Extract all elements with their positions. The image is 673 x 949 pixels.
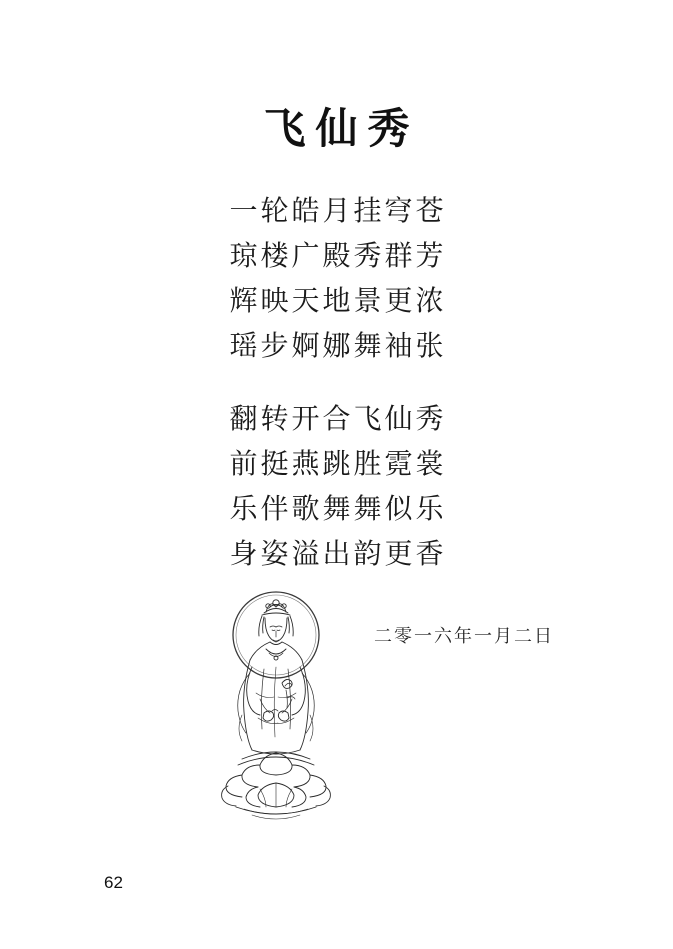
- poem-body: [0, 188, 673, 576]
- page-title: 飞仙秀: [263, 104, 420, 153]
- stanza-2: [0, 396, 673, 576]
- poem-line: 一轮皓月挂穹苍: [229, 194, 447, 227]
- poem-line: 瑶步婀娜舞袖张: [229, 329, 447, 362]
- celestial-maiden-icon: [186, 583, 366, 838]
- poem-line: 乐伴歌舞舞似乐: [229, 492, 447, 525]
- poem-line: 辉映天地景更浓: [229, 284, 447, 317]
- page-number: 62: [104, 873, 123, 892]
- celestial-maiden-illustration: [186, 583, 366, 838]
- poem-line: 翻转开合飞仙秀: [229, 402, 447, 435]
- poem-date: 二零一六年一月二日: [374, 626, 554, 647]
- poem-line: 琼楼广殿秀群芳: [229, 239, 447, 272]
- poem-line: 身姿溢出韵更香: [229, 537, 447, 570]
- stanza-1: [0, 188, 673, 368]
- poem-line: 前挺燕跳胜霓裳: [229, 447, 447, 480]
